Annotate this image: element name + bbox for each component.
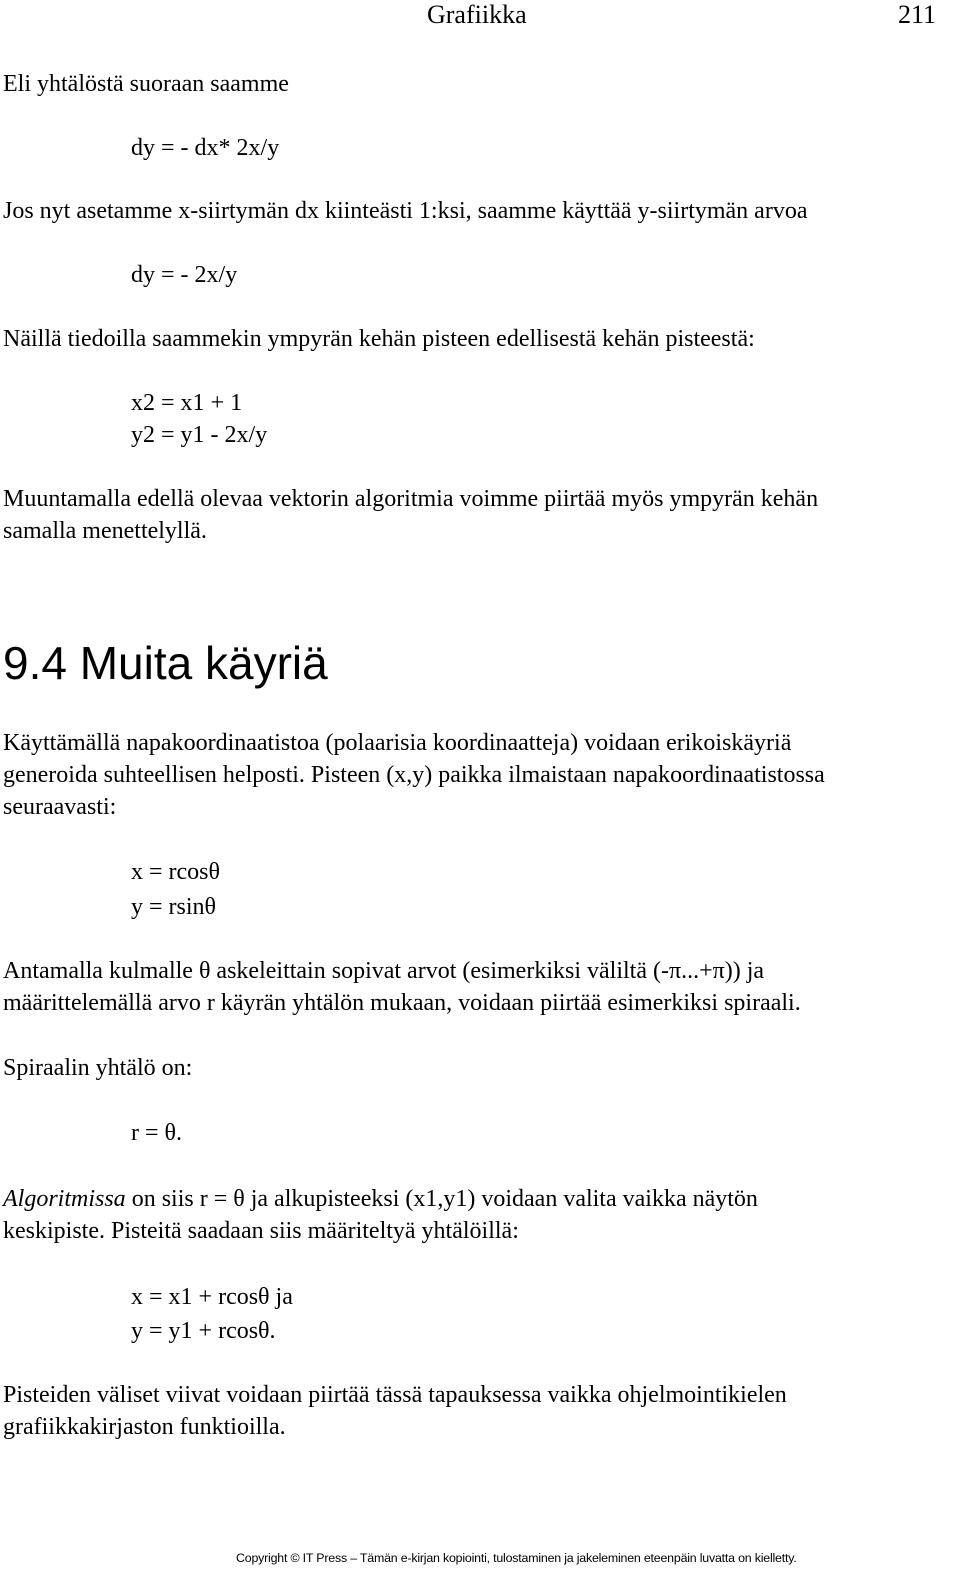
paragraph-line: grafiikkakirjaston funktioilla.	[3, 1414, 286, 1440]
paragraph-line: Käyttämällä napakoordinaatistoa (polaarisia koordinaatteja) voidaan erikoiskäyriä	[3, 730, 792, 756]
equation-line: r = θ.	[131, 1120, 183, 1146]
paragraph-line: Eli yhtälöstä suoraan saamme	[3, 71, 289, 97]
paragraph-line: Antamalla kulmalle θ askeleittain sopivat arvot (esimerkiksi väliltä (-π...+π)) ja	[3, 958, 765, 984]
paragraph-line: seuraavasti:	[3, 794, 117, 820]
running-title: Grafiikka	[427, 0, 527, 29]
italic-term: Algoritmissa	[3, 1186, 126, 1212]
paragraph-line	[3, 1183, 758, 1215]
equation-line: x2 = x1 + 1	[131, 390, 243, 416]
paragraph-text: on siis r = θ ja alkupisteeksi (x1,y1) voidaan valita vaikka näytön	[125, 1186, 758, 1212]
equation-line: x = rcosθ	[131, 859, 221, 885]
equation-line: y = y1 + rcosθ.	[131, 1318, 276, 1344]
paragraph-line: Näillä tiedoilla saammekin ympyrän kehän pisteen edellisestä kehän pisteestä:	[3, 326, 755, 352]
copyright-footer: Copyright © IT Press – Tämän e-kirjan kopiointi, tulostaminen ja jakeleminen eteenpäin luvatta on kielletty.	[236, 1551, 797, 1565]
equation-line: x = x1 + rcosθ ja	[131, 1284, 293, 1310]
paragraph-line: samalla menettelyllä.	[3, 518, 207, 544]
paragraph-line: Spiraalin yhtälö on:	[3, 1055, 193, 1081]
paragraph-line: Jos nyt asetamme x-siirtymän dx kiinteästi 1:ksi, saamme käyttää y-siirtymän arvoa	[3, 198, 808, 224]
paragraph-line: Pisteiden väliset viivat voidaan piirtää tässä tapauksessa vaikka ohjelmointikielen	[3, 1382, 787, 1408]
equation-line: dy = - dx* 2x/y	[131, 135, 280, 161]
equation-line: y2 = y1 - 2x/y	[131, 422, 268, 448]
paragraph-line: Muuntamalla edellä olevaa vektorin algoritmia voimme piirtää myös ympyrän kehän	[3, 486, 819, 512]
paragraph-line: keskipiste. Pisteitä saadaan siis määriteltyä yhtälöillä:	[3, 1218, 519, 1244]
paragraph-line: määrittelemällä arvo r käyrän yhtälön mukaan, voidaan piirtää esimerkiksi spiraali.	[3, 990, 801, 1016]
page-number: 211	[898, 0, 937, 29]
equation-line: dy = - 2x/y	[131, 262, 238, 288]
section-heading: 9.4 Muita käyriä	[3, 637, 328, 689]
equation-line: y = rsinθ	[131, 894, 217, 920]
paragraph-line: generoida suhteellisen helposti. Pisteen (x,y) paikka ilmaistaan napakoordinaatistossa	[3, 762, 825, 788]
